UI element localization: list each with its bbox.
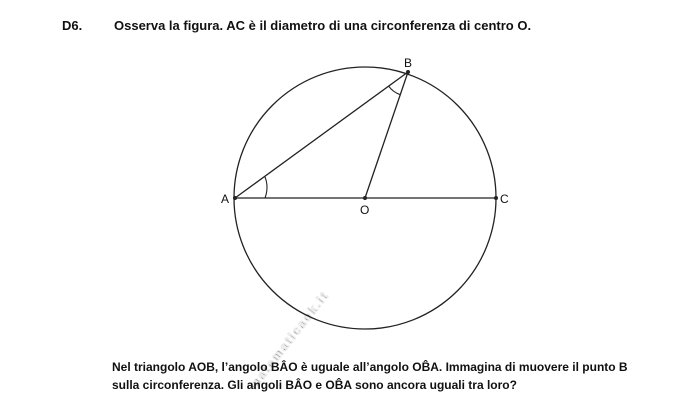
point-o (363, 196, 367, 200)
point-c (494, 196, 498, 200)
point-a (233, 196, 237, 200)
label-o: O (360, 203, 370, 217)
question-text: Osserva la figura. AC è il diametro di una circonferenza di centro O. (114, 18, 532, 33)
angle-arc-b (389, 86, 401, 95)
watermark: matematicaok.it (246, 288, 332, 392)
label-b: B (404, 56, 413, 70)
segment-ob (365, 72, 408, 198)
label-a: A (221, 192, 230, 206)
label-c: C (500, 192, 509, 206)
question-body-line-2: sulla circonferenza. Gli angoli BÂO e OB̂A sono ancora uguali tra loro? (112, 378, 517, 392)
question-body-line-1: Nel triangolo AOB, l’angolo BÂO è uguale all’angolo OB̂A. Immagina di muovere il punto B (112, 360, 628, 374)
segment-ab (235, 72, 408, 198)
question-number: D6. (62, 18, 83, 33)
point-b (406, 70, 410, 74)
angle-arc-a (265, 176, 267, 198)
question-body (112, 358, 652, 394)
